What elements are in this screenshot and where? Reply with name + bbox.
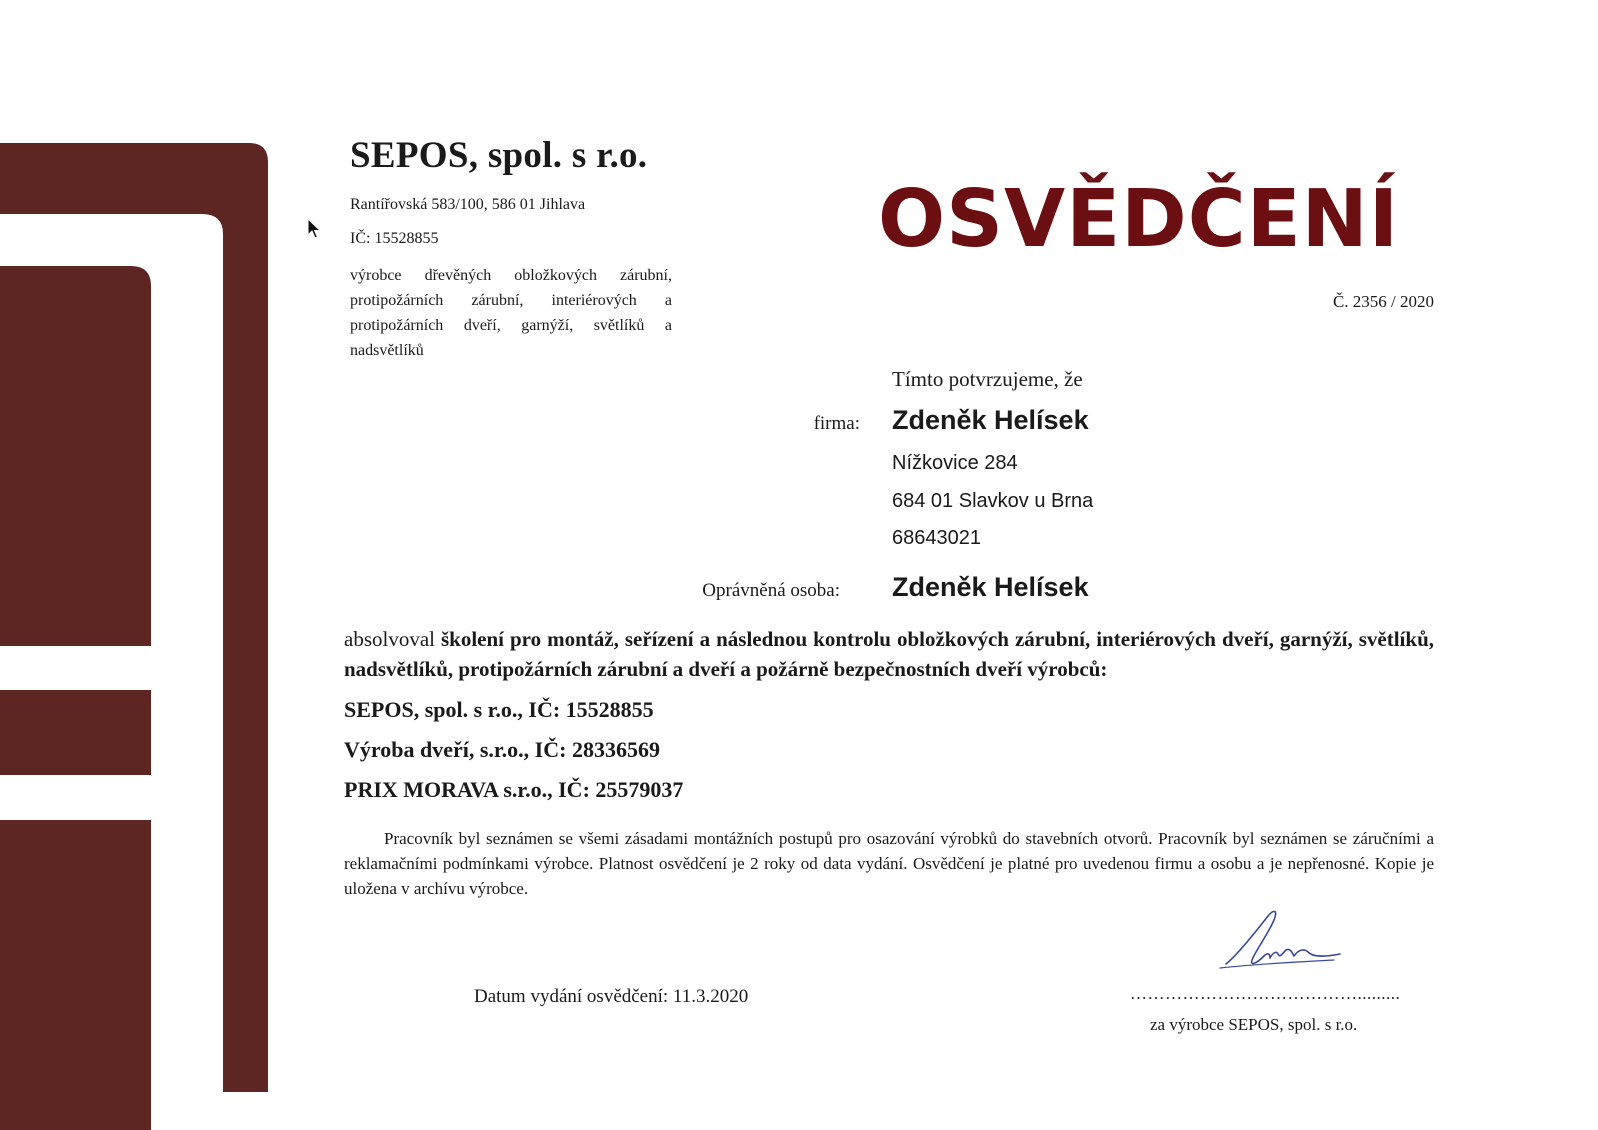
firm-address-line: 684 01 Slavkov u Brna bbox=[892, 490, 1094, 512]
firm-name: Zdeněk Helísek bbox=[892, 405, 1089, 435]
signature-caption: za výrobce SEPOS, spol. s r.o. bbox=[1150, 1015, 1358, 1034]
training-text: školení pro montáž, seřízení a následnou kontrolu obložkových zárubní, interiérových dveří, garnýží, světlíků, nadsvětlíků, protipožárních zárubní a dveří a požárně bezpečnostních dveří výrobců: bbox=[344, 627, 1434, 681]
issue-date: Datum vydání osvědčení: 11.3.2020 bbox=[474, 986, 749, 1007]
certificate-number: Č. 2356 / 2020 bbox=[1332, 292, 1434, 311]
firm-label: firma: bbox=[813, 413, 860, 434]
signature-line: …………………………………......... bbox=[1130, 984, 1401, 1003]
company-ic: IČ: 15528855 bbox=[350, 230, 439, 247]
certificate-title: OSVĚDČENÍ bbox=[878, 173, 1400, 265]
certificate-intro: Tímto potvrzujeme, že bbox=[892, 367, 1083, 391]
producer-item: SEPOS, spol. s r.o., IČ: 15528855 bbox=[344, 697, 654, 722]
training-statement bbox=[344, 624, 1434, 684]
mouse-cursor-icon bbox=[307, 218, 323, 240]
firm-address-line: Nížkovice 284 bbox=[892, 452, 1018, 474]
authorized-person-name: Zdeněk Helísek bbox=[892, 572, 1089, 602]
company-name: SEPOS, spol. s r.o. bbox=[350, 135, 648, 176]
handwritten-signature bbox=[1216, 904, 1346, 976]
company-address: Rantířovská 583/100, 586 01 Jihlava bbox=[350, 196, 586, 213]
training-prefix: absolvoval bbox=[344, 627, 435, 651]
company-description: výrobce dřevěných obložkových zárubní, protipožárních zárubní, interiérových a protipožárních dveří, garnýží, světlíků a nadsvětlíků bbox=[350, 267, 672, 359]
producer-item: Výroba dveří, s.r.o., IČ: 28336569 bbox=[344, 737, 660, 762]
certificate-note: Pracovník byl seznámen se všemi zásadami montážních postupů pro osazování výrobků do stavebních otvorů. Pracovník byl seznámen se záručními a reklamačními podmínkami výrobce. Platnost osvědčení je 2 roky od data vydání. Osvědčení je platné pro uvedenou firmu a osobu a je nepřenosné. Kopie je uložena v archívu výrobce. bbox=[344, 829, 1434, 898]
authorized-person-label: Oprávněná osoba: bbox=[702, 580, 840, 601]
producer-item: PRIX MORAVA s.r.o., IČ: 25579037 bbox=[344, 777, 684, 802]
firm-id-number: 68643021 bbox=[892, 527, 981, 549]
stylized-door-frame-logo bbox=[0, 0, 270, 1130]
